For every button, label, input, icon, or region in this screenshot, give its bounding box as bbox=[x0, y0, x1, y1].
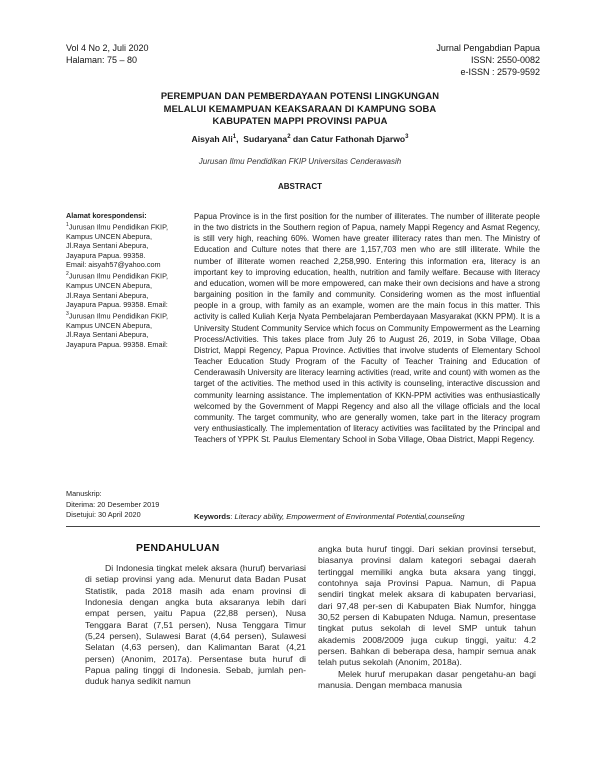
address-line: Jl.Raya Sentani Abepura, bbox=[66, 290, 149, 300]
title-line-1: PEREMPUAN DAN PEMBERDAYAAN POTENSI LINGKUNGAN bbox=[160, 90, 440, 101]
accepted-date: Disetujui: 30 April 2020 bbox=[66, 510, 141, 519]
correspondence-address bbox=[66, 211, 194, 350]
address-line bbox=[66, 221, 194, 232]
body-column-left bbox=[85, 563, 306, 688]
manuscript-label: Manuskrip: bbox=[66, 489, 102, 498]
title-line-2: MELALUI KEMAMPUAN KEAKSARAAN DI KAMPUNG SOBA bbox=[163, 102, 437, 114]
section-heading: PENDAHULUAN bbox=[136, 543, 220, 554]
issn: ISSN: 2550-0082 bbox=[470, 55, 540, 65]
eissn: e-ISSN : 2579-9592 bbox=[460, 67, 540, 77]
keywords-sep: : bbox=[230, 512, 235, 521]
address-sup-3: 3 bbox=[66, 310, 69, 317]
address-line: Jayapura Papua. 99358. Email: bbox=[66, 339, 168, 349]
address-line: Kampus UNCEN Abepura, bbox=[66, 231, 152, 241]
journal-name: Jurnal Pengabdian Papua bbox=[436, 43, 540, 53]
address-line: Kampus UNCEN Abepura, bbox=[66, 320, 152, 330]
address-line: Jayapura Papua. 99358. Email: bbox=[66, 300, 168, 310]
keywords bbox=[194, 512, 540, 521]
author-2-sup: 2 bbox=[287, 134, 291, 141]
address-sup-1: 1 bbox=[66, 221, 69, 228]
address-line: Kampus UNCEN Abepura, bbox=[66, 281, 152, 290]
paragraph: angka buta huruf tinggi. Dari sekian provinsi tersebut, biasanya provinsi dalam kategori sebagai daerah tertinggal memiliki angka buta aksara yang tinggi, contohnya saja Provinsi Papua. Namun, di Papua sendiri tingkat melek aksara di kabupaten bervariasi, dari 97,48 per-sen di Kabupaten Biak Numfor, hingga 30,52 persen di Kabupaten Nduga. Namun, presentase tingkat putus sekolah di level SMP untuk tahun akademis 2008/2009 juga cukup tinggi, yaitu: 4.2 persen. Bahkan di beberapa desa, hampir semua anak telah putus sekolah (Anonim, 2018a). bbox=[318, 544, 536, 668]
author-2: Sudaryana bbox=[243, 134, 288, 144]
keywords-text: Literacy ability, Empowerment of Environmental Potential,counseling bbox=[234, 512, 465, 521]
received-date: Diterima: 20 Desember 2019 bbox=[66, 499, 160, 509]
address-text: Jurusan Ilmu Pendidikan FKIP, bbox=[68, 311, 169, 321]
abstract-heading: ABSTRACT bbox=[278, 182, 322, 191]
author-3-sup: 3 bbox=[405, 134, 409, 141]
paper-title bbox=[150, 90, 450, 128]
abstract-body: Papua Province is in the first position for the number of illiterates. The number of illiterate people in the two districts in the Southern region of Papua, namely Mappi Regency and Asmat Regency, is still very high, reaching 60%. Women have greater illiteracy rates than men. The Ministry of Education and Culture notes that there are 1,157,703 men who are still illiterate. While the number of illiterate women reached 2,258,990. Entering this information era, literacy is an important key to improving education, health, nutrition and family welfare. Because with literacy and education, women will be more empowered, can make their own decisions and have a strong bargaining position in the family and community. Considering women as the most influential people in a group, with family as an example, women are the main focus in this matter. This activity is called Kuliah Kerja Nyata Pembelajaran Pemberdayaan Masyarakat (KKN PPM). It is a University Student Community Service which focus on Community Empowerment as the Learning Process/Activities. This takes place from July 26 to August 26, 2019, in Soba Village, Obaa District, Mappi Regency, Papua Province. Activities that involve students of Elementary School Teacher Education Study Program of the Faculty of Teacher Training and Education of Cenderawasih University are literacy learning activities (read, write and count) with women as the target of the activities. The method used in this activity is counseling, interactive discussion and community learning assistance. The implementation of KKN-PPM activities was enthusiastically welcomed by the Government of Mappi Regency and also all the village officials and the local community. The target community, who are generally women, take part in the literacy program very enthusiastically. The implementation of literacy activities was facilitated by the Principal and Teachers of YPPK St. Paulus Elementary School in Soba Village, Obaa District, Mappi Regency. bbox=[194, 212, 540, 445]
author-1: Aisyah Ali bbox=[191, 134, 233, 144]
address-line bbox=[66, 270, 194, 281]
volume-info: Vol 4 No 2, Juli 2020 bbox=[66, 43, 149, 53]
paragraph: Melek huruf merupakan dasar pengetahu-an bagi manusia. Dengan membaca manusia bbox=[318, 668, 536, 691]
author-3: dan Catur Fathonah Djarwo bbox=[290, 134, 406, 144]
paragraph: Di Indonesia tingkat melek aksara (huruf) bervariasi di setiap provinsi yang ada. Menurut data Badan Pusat Statistik, pada 2018 masih ada enam provinsi di Indonesia dengan angka buta aksaranya lebih dari empat persen, yaitu Papua (22,88 persen), Nusa Tenggara Barat (7,51 persen), Nusa Tenggara Timur (5,24 persen), Sulawesi Barat (4,64 persen), Sulawesi Selatan (4,63 persen), dan Kalimantan Barat (4,21 persen) (Anonim, 2017a). Persentase buta huruf di Papua paling tinggi di Indonesia. Sebab, jumlah pen-duduk hanya sedikit namun bbox=[85, 563, 306, 687]
address-line: Jayapura Papua. 99358. bbox=[66, 250, 146, 260]
affiliation: Jurusan Ilmu Pendidikan FKIP Universitas Cenderawasih bbox=[198, 157, 402, 166]
address-line: Jl.Raya Sentani Abepura, bbox=[66, 241, 149, 251]
address-text: Jurusan Ilmu Pendidikan FKIP, bbox=[68, 222, 169, 232]
manuscript-dates bbox=[66, 489, 206, 521]
page-range: Halaman: 75 – 80 bbox=[66, 55, 138, 65]
divider bbox=[66, 526, 540, 527]
correspondence-label: Alamat korespondensi: bbox=[66, 211, 147, 220]
address-line bbox=[66, 310, 194, 321]
author-sep: , bbox=[236, 134, 244, 144]
address-sup-2: 2 bbox=[66, 270, 69, 277]
address-email: Email: aisyah57@yahoo.com bbox=[66, 260, 161, 270]
author-1-sup: 1 bbox=[232, 134, 237, 141]
author-list bbox=[150, 134, 450, 144]
title-line-3: KABUPATEN MAPPI PROVINSI PAPUA bbox=[212, 115, 388, 127]
address-text: Jurusan Ilmu Pendidikan FKIP, bbox=[68, 271, 169, 281]
body-column-right bbox=[318, 544, 536, 691]
keywords-label: Keywords bbox=[194, 512, 231, 521]
address-line: Jl.Raya Sentani Abepura, bbox=[66, 330, 149, 340]
